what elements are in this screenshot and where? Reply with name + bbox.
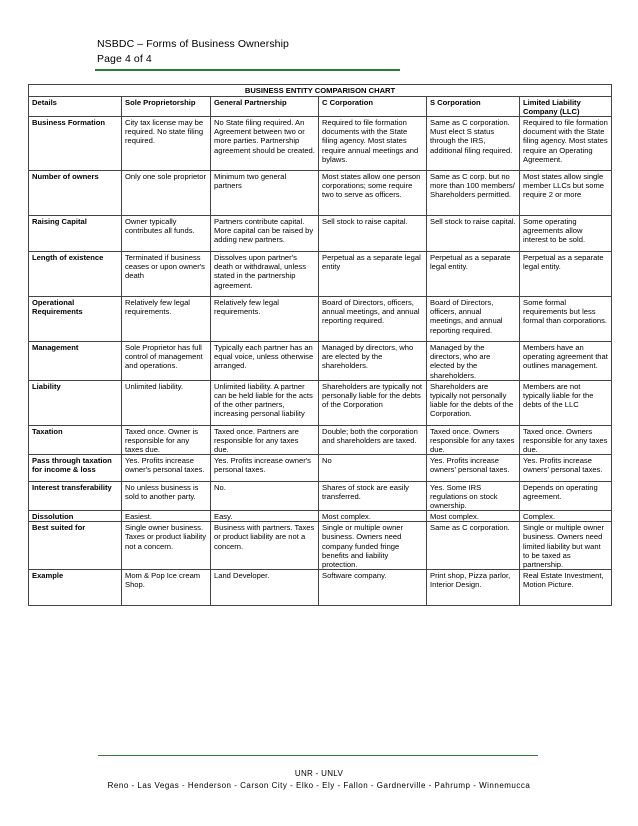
table-cell: Terminated if business ceases or upon owner's death — [122, 252, 211, 297]
table-cell: No unless business is sold to another party. — [122, 481, 211, 510]
table-cell: No — [319, 454, 427, 481]
table-cell: Board of Directors, officers, annual meetings, and annual reporting required. — [427, 297, 520, 342]
table-cell: Yes. Profits increase owner's personal taxes. — [122, 454, 211, 481]
table-cell: Sell stock to raise capital. — [319, 216, 427, 252]
row-label: Interest transferability — [29, 481, 122, 510]
table-cell: Easy. — [211, 511, 319, 522]
table-cell: No State filing required. An Agreement between two or more parties. Partnership agreement should be created. — [211, 117, 319, 171]
column-header-details: Details — [29, 97, 122, 117]
table-cell: Taxed once. Partners are responsible for any taxes due. — [211, 425, 319, 454]
table-cell: Yes. Profits increase owners' personal taxes. — [520, 454, 612, 481]
table-row — [29, 481, 612, 510]
table-row — [29, 454, 612, 481]
table-cell: Real Estate Investment, Motion Picture. — [520, 569, 612, 605]
table-cell: City tax license may be required. No state filing required. — [122, 117, 211, 171]
table-cell: Sole Proprietor has full control of management and operations. — [122, 342, 211, 380]
row-label: Business Formation — [29, 117, 122, 171]
table-cell: Shares of stock are easily transferred. — [319, 481, 427, 510]
table-cell: Required to file formation documents with the State filing agency. Most states require annual meetings and bylaws. — [319, 117, 427, 171]
table-cell: Unlimited liability. A partner can be held liable for the acts of the other partners, increasing personal liability — [211, 380, 319, 425]
table-cell: Relatively few legal requirements. — [122, 297, 211, 342]
column-header-general-partnership: General Partnership — [211, 97, 319, 117]
table-row — [29, 297, 612, 342]
table-cell: Shareholders are typically not personally liable for the debts of the Corporation — [319, 380, 427, 425]
table-cell: Some formal requirements but less formal than corporations. — [520, 297, 612, 342]
row-label: Example — [29, 569, 122, 605]
table-cell: Typically each partner has an equal voice, unless otherwise arranged. — [211, 342, 319, 380]
column-header-row — [29, 97, 612, 117]
comparison-table — [28, 84, 612, 606]
row-label: Operational Requirements — [29, 297, 122, 342]
table-cell: Easiest. — [122, 511, 211, 522]
table-cell: Perpetual as a separate legal entity — [319, 252, 427, 297]
header-divider — [95, 69, 400, 71]
table-cell: Taxed once. Owners responsible for any taxes due. — [427, 425, 520, 454]
column-header-c-corporation: C Corporation — [319, 97, 427, 117]
table-cell: Members are not typically liable for the debts of the LLC — [520, 380, 612, 425]
row-label: Taxation — [29, 425, 122, 454]
table-cell: Only one sole proprietor — [122, 171, 211, 216]
table-cell: Managed by directors, who are elected by the shareholders. — [319, 342, 427, 380]
table-cell: Software company. — [319, 569, 427, 605]
table-cell: Members have an operating agreement that outlines management. — [520, 342, 612, 380]
table-row — [29, 511, 612, 522]
table-cell: Single or multiple owner business. Owners need limited liability but want to be taxed as partnership. — [520, 522, 612, 569]
table-cell: Most complex. — [427, 511, 520, 522]
table-cell: Perpetual as a separate legal entity. — [520, 252, 612, 297]
table-cell: Most states allow one person corporations; some require two to serve as officers. — [319, 171, 427, 216]
table-cell: Same as C corporation. Must elect S status through the IRS, additional filing required. — [427, 117, 520, 171]
table-cell: Most complex. — [319, 511, 427, 522]
table-cell: Perpetual as a separate legal entity. — [427, 252, 520, 297]
table-cell: Most states allow single member LLCs but some require 2 or more — [520, 171, 612, 216]
row-label: Pass through taxation for income & loss — [29, 454, 122, 481]
table-cell: Double; both the corporation and shareholders are taxed. — [319, 425, 427, 454]
table-body — [29, 97, 612, 606]
table-cell: Sell stock to raise capital. — [427, 216, 520, 252]
table-row — [29, 425, 612, 454]
column-header-s-corporation: S Corporation — [427, 97, 520, 117]
table-title: BUSINESS ENTITY COMPARISON CHART — [29, 85, 612, 97]
table-cell: Business with partners. Taxes or product liability are not a concern. — [211, 522, 319, 569]
column-header-llc: Limited Liability Company (LLC) — [520, 97, 612, 117]
footer-universities: UNR - UNLV — [294, 769, 344, 778]
table-cell: Complex. — [520, 511, 612, 522]
table-cell: Mom & Pop Ice cream Shop. — [122, 569, 211, 605]
table-row — [29, 522, 612, 569]
table-cell: Print shop, Pizza parlor, Interior Design. — [427, 569, 520, 605]
table-cell: Single owner business. Taxes or product liability not a concern. — [122, 522, 211, 569]
page-number: Page 4 of 4 — [97, 53, 152, 65]
table-cell: Unlimited liability. — [122, 380, 211, 425]
row-label: Raising Capital — [29, 216, 122, 252]
table-cell: Yes. Profits increase owners' personal taxes. — [427, 454, 520, 481]
table-title-row — [29, 85, 612, 97]
table-cell: Minimum two general partners — [211, 171, 319, 216]
footer-divider — [98, 755, 538, 756]
table-cell: Yes. Profits increase owner's personal taxes. — [211, 454, 319, 481]
row-label: Management — [29, 342, 122, 380]
table-cell: Yes. Some IRS regulations on stock ownership. — [427, 481, 520, 510]
column-header-sole-proprietorship: Sole Proprietorship — [122, 97, 211, 117]
table-cell: Land Developer. — [211, 569, 319, 605]
table-row — [29, 117, 612, 171]
document-title: NSBDC – Forms of Business Ownership — [97, 38, 289, 50]
row-label: Length of existence — [29, 252, 122, 297]
row-label: Dissolution — [29, 511, 122, 522]
page-header — [97, 37, 289, 67]
table-cell: Some operating agreements allow interest to be sold. — [520, 216, 612, 252]
table-cell: Same as C corporation. — [427, 522, 520, 569]
table-row — [29, 380, 612, 425]
table-cell: Board of Directors, officers, annual meetings, and annual reporting required. — [319, 297, 427, 342]
table-cell: Depends on operating agreement. — [520, 481, 612, 510]
table-cell: Dissolves upon partner's death or withdrawal, unless stated in the partnership agreement. — [211, 252, 319, 297]
table-cell: Relatively few legal requirements. — [211, 297, 319, 342]
table-row — [29, 252, 612, 297]
table-row — [29, 569, 612, 605]
row-label: Best suited for — [29, 522, 122, 569]
table-cell: Taxed once. Owner is responsible for any taxes due. — [122, 425, 211, 454]
table-row — [29, 342, 612, 380]
table-cell: Same as C corp. but no more than 100 members/ Shareholders permitted. — [427, 171, 520, 216]
table-cell: Partners contribute capital. More capital can be raised by adding new partners. — [211, 216, 319, 252]
table-cell: Managed by the directors, who are elected by the shareholders. — [427, 342, 520, 380]
table-row — [29, 216, 612, 252]
table-cell: Taxed once. Owners responsible for any taxes due. — [520, 425, 612, 454]
table-cell: Single or multiple owner business. Owners need company funded fringe benefits and liability protection. — [319, 522, 427, 569]
row-label: Number of owners — [29, 171, 122, 216]
table-cell: No. — [211, 481, 319, 510]
table-row — [29, 171, 612, 216]
table-cell: Owner typically contributes all funds. — [122, 216, 211, 252]
table-cell: Required to file formation document with the State filing agency. Most states require an Operating Agreement. — [520, 117, 612, 171]
row-label: Liability — [29, 380, 122, 425]
table-cell: Shareholders are typically not personally liable for the debts of the Corporation. — [427, 380, 520, 425]
footer-locations: Reno - Las Vegas - Henderson - Carson City - Elko - Ely - Fallon - Gardnerville - Pahrump - Winnemucca — [107, 781, 531, 790]
